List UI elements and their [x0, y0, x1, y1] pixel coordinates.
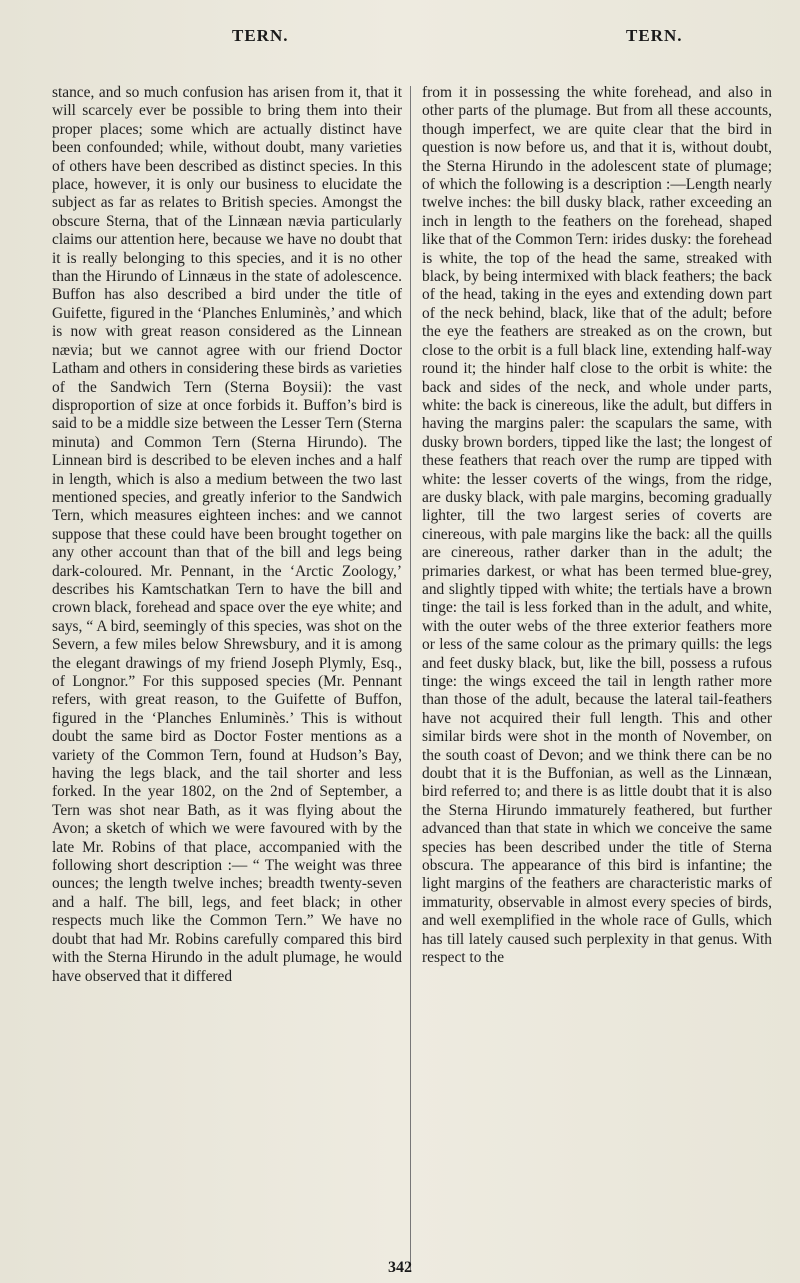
text-column-left	[52, 84, 402, 986]
running-head-left: TERN.	[232, 26, 289, 45]
body-text-right: from it in possessing the white forehead, and also in other parts of the plumage. But from all these accounts, though imperfect, we are quite clear that the bird in question is now before us, and that it is, without doubt, the Sterna Hirundo in the adolescent state of plumage; of which the following is a description :—Length nearly twelve inches: the bill dusky black, rather exceeding an inch in length to the feathers on the forehead, shaped like that of the Common Tern: irides dusky: the forehead is white, the top of the head the same, streaked with black, by being intermixed with black feathers; the back of the head, taking in the eyes and extending down part of the neck behind, black, like that of the adult; before the eye the feathers are streaked as on the crown, but close to the orbit is a full black line, extending half-way round it; the hinder half close to the orbit is white: the back and sides of the neck, and whole under parts, white: the back is cinereous, like the adult, but differs in having the margins paler: the scapulars the same, with dusky brown borders, tipped like the last; the longest of these feathers that reach over the rump are tipped with white: the lesser coverts of the wings, from the ridge, are dusky black, with pale margins, becoming gradually lighter, till the two largest series of coverts are cinereous, with pale margins like the back: all the quills are cinereous, rather darker than in the adult; the primaries darkest, or what has been termed blue-grey, and slightly tipped with white; the tertials have a brown tinge: the tail is less forked than in the adult, and white, with the outer webs of the three exterior feathers more or less of the same colour as the primary quills: the legs and feet dusky black, but, like the bill, possess a rufous tinge: the wings exceed the tail in length rather more than those of the adult, because the lateral tail-feathers have not acquired their full length. This and other similar birds were shot in the month of November, on the south coast of Devon; and we think there can be no doubt that it is the Buffonian, as well as the Linnæan, bird referred to; and there is as little doubt that it is also the Sterna Hirundo immaturely feathered, but further advanced than that state in which we conceive the same species has been described under the title of Sterna obscura. The appearance of this bird is infantine; the light margins of the feathers are characteristic marks of immaturity, observable in almost every species of birds, and well exemplified in the whole race of Gulls, which has till lately caused such perplexity in that genus. With respect to the	[422, 84, 772, 967]
page-number: 342	[388, 1259, 412, 1276]
running-head-right: TERN.	[626, 26, 683, 45]
body-text-left: stance, and so much confusion has arisen from it, that it will scarcely ever be possible to bring them into their proper places; some which are actually distinct have been confounded; while, without doubt, many varieties of others have been described as distinct species. In this place, however, it is only our business to elucidate the subject as far as relates to British species. Amongst the obscure Sterna, that of the Linnæan nævia particularly claims our attention here, because we have no doubt that it is really belonging to this species, and it is no other than the Hirundo of Linnæus in the state of adolescence. Buffon has also described a bird under the title of Guifette, figured in the ‘Planches Enluminès,’ and which is now with great reason considered as the Linnean nævia; but we cannot agree with our friend Doctor Latham and others in considering these birds as varieties of the Sandwich Tern (Sterna Boysii): the vast disproportion of size at once forbids it. Buffon’s bird is said to be a middle size between the Lesser Tern (Sterna minuta) and Common Tern (Sterna Hirundo). The Linnean bird is described to be eleven inches and a half in length, which is also a medium between the two last mentioned species, and greatly inferior to the Sandwich Tern, which measures eighteen inches: and we cannot suppose that these could have been brought together on any other account than that of the bill and legs being dark-coloured. Mr. Pennant, in the ‘Arctic Zoology,’ describes his Kamtschatkan Tern to have the bill and crown black, forehead and space over the eye white; and says, “ A bird, seemingly of this species, was shot on the Severn, a few miles below Shrewsbury, and it is among the elegant drawings of my friend Joseph Plymly, Esq., of Longnor.” For this supposed species (Mr. Pennant refers, with great reason, to the Guifette of Buffon, figured in the ‘Planches Enluminès.’ This is without doubt the same bird as Doctor Foster mentions as a variety of the Common Tern, found at Hudson’s Bay, having the legs black, and the tail shorter and less forked. In the year 1802, on the 2nd of September, a Tern was shot near Bath, as it was flying about the Avon; a sketch of which we were favoured with by the late Mr. Robins of that place, accompanied with the following short description :— “ The weight was three ounces; the length twelve inches; breadth twenty-seven and a half. The bill, legs, and feet black; in other respects much like the Common Tern.” We have no doubt that had Mr. Robins carefully compared this bird with the Sterna Hirundo in the adult plumage, he would have observed that it differed	[52, 84, 402, 985]
column-divider	[410, 86, 411, 1272]
text-column-right	[422, 84, 772, 968]
